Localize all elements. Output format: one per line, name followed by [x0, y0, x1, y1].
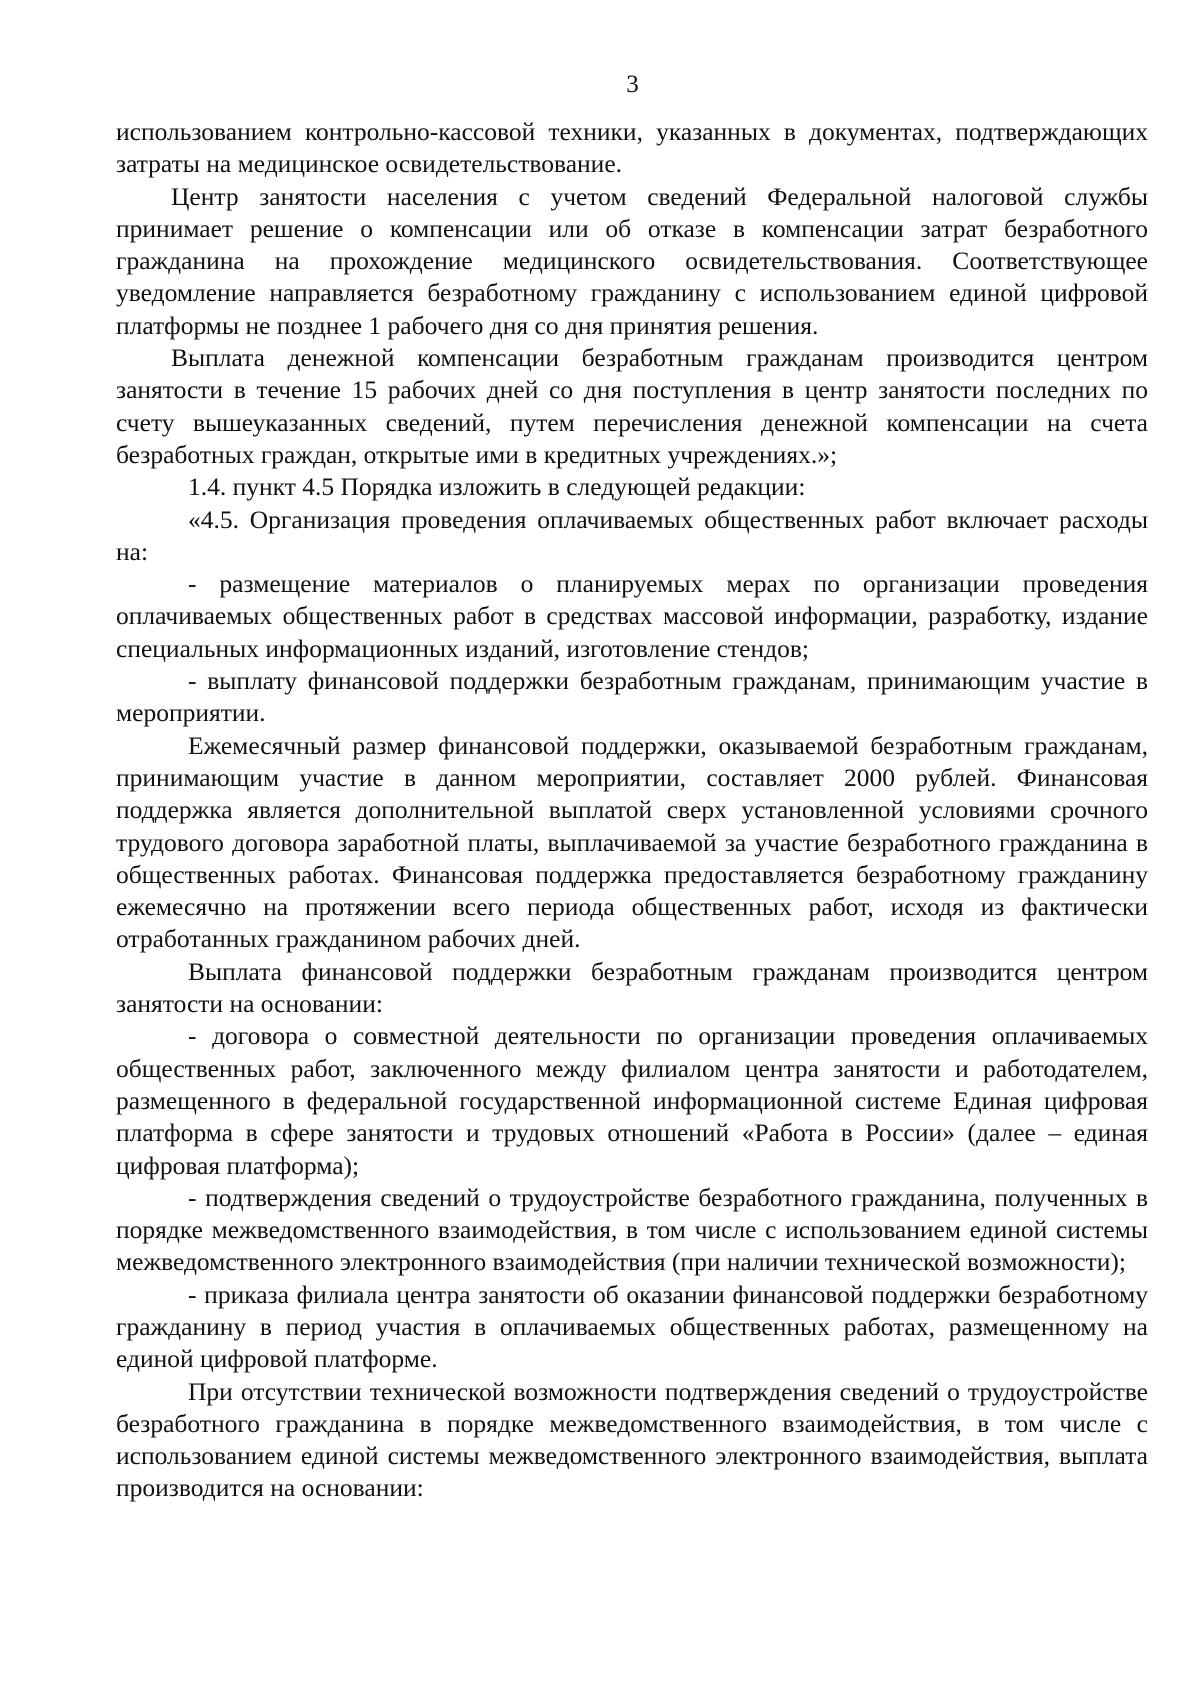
list-item-branch-order: - приказа филиала центра занятости об оказании финансовой поддержки безработному гражданину в период участия в оплачиваемых общественных работах, размещенному на единой цифровой платформе.	[116, 1279, 1148, 1374]
list-item-employment-confirmation: - подтверждения сведений о трудоустройстве безработного гражданина, полученных в порядке межведомственного взаимодействия, в том числе с использованием единой системы межведомственного электронного взаимодействия (при наличии технической возможности);	[116, 1182, 1148, 1277]
paragraph-monthly-support-amount: Ежемесячный размер финансовой поддержки, оказываемой безработным гражданам, принимающим участие в данном мероприятии, составляет 2000 рублей. Финансовая поддержка является дополнительной выплатой сверх установленной условиями срочного трудового договора заработной платы, выплачиваемой за участие безработного гражданина в общественных работах. Финансовая поддержка предоставляется безработному гражданину ежемесячно на протяжении всего периода общественных работ, исходя из фактически отработанных гражданином рабочих дней.	[116, 730, 1148, 954]
paragraph-no-technical-possibility: При отсутствии технической возможности подтверждения сведений о трудоустройстве безработного гражданина в порядке межведомственного взаимодействия, в том числе с использованием единой системы межведомственного электронного взаимодействия, выплата производится на основании:	[116, 1376, 1148, 1503]
list-item-financial-support: - выплату финансовой поддержки безработным гражданам, принимающим участие в мероприятии.	[116, 666, 1148, 728]
list-item-media-materials: - размещение материалов о планируемых мерах по организации проведения оплачиваемых общественных работ в средствах массовой информации, разработку, издание специальных информационных изданий, изготовление стендов;	[116, 569, 1148, 663]
document-body	[116, 116, 1148, 1505]
list-item-joint-activity-agreement: - договора о совместной деятельности по организации проведения оплачиваемых общественных работ, заключенного между филиалом центра занятости и работодателем, размещенного в федеральной государственной информационной системе Единая цифровая платформа в сфере занятости и трудовых отношений «Работа в России» (далее – единая цифровая платформа);	[116, 1021, 1148, 1180]
page-number: 3	[626, 71, 639, 98]
paragraph-compensation-decision: Центр занятости населения с учетом сведений Федеральной налоговой службы принимает решение о компенсации или об отказе в компенсации затрат безработного гражданина на прохождение медицинского освидетельствования. Соответствующее уведомление направляется безработному гражданину с использованием единой цифровой платформы не позднее 1 рабочего дня со дня принятия решения.	[116, 181, 1148, 340]
paragraph-continuation: использованием контрольно-кассовой техники, указанных в документах, подтверждающих затраты на медицинское освидетельствование.	[116, 117, 1148, 179]
paragraph-compensation-payment: Выплата денежной компенсации безработным гражданам производится центром занятости в течение 15 рабочих дней со дня поступления в центр занятости последних по счету вышеуказанных сведений, путем перечисления денежной компенсации на счета безработных граждан, открытые ими в кредитных учреждениях.»;	[116, 343, 1148, 469]
paragraph-support-payment-basis: Выплата финансовой поддержки безработным гражданам производится центром занятости на основании:	[116, 956, 1148, 1019]
paragraph-clause-4-5: «4.5. Организация проведения оплачиваемых общественных работ включает расходы на:	[116, 504, 1148, 566]
paragraph-amendment-1-4: 1.4. пункт 4.5 Порядка изложить в следующей редакции:	[188, 472, 806, 502]
